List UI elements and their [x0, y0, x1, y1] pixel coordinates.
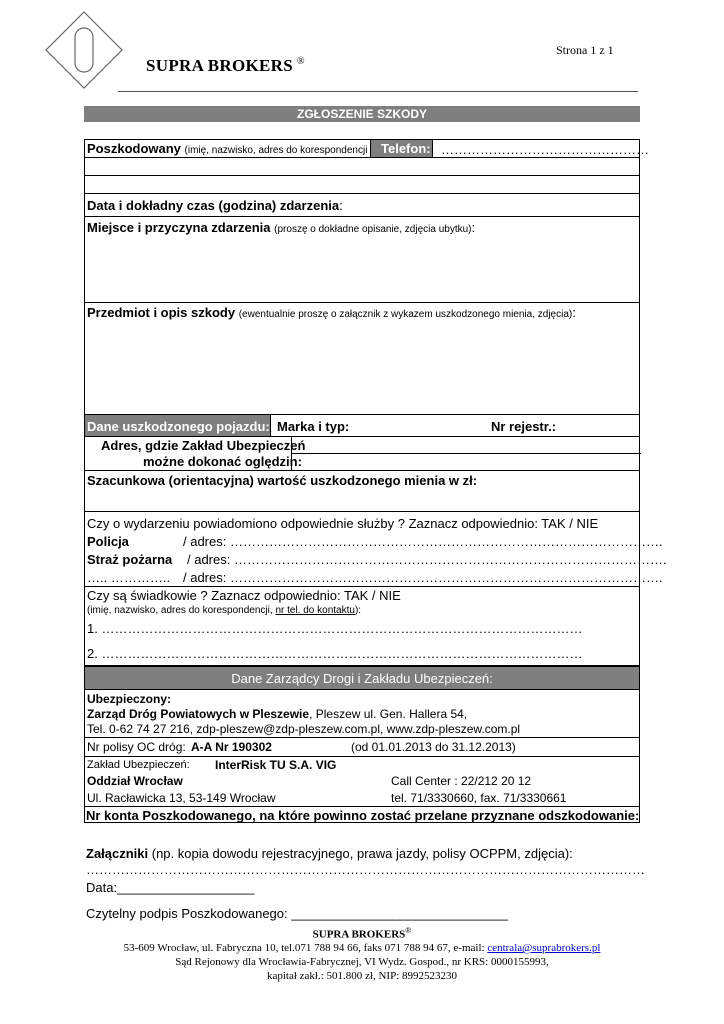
- insured-label: Ubezpieczony:: [87, 692, 172, 706]
- footer-capital-info: kapitał zakł.: 501.800 zł, NIP: 8992523230: [266, 970, 458, 982]
- damage-description-field[interactable]: [85, 322, 639, 414]
- footer-court-info: Sąd Rejonowy dla Wrocławia-Fabrycznej, VI Wydz. Gospod., nr KRS: 0000155993,: [175, 956, 549, 968]
- attachments-field[interactable]: …………………………………………………………………………………………………………………: [86, 862, 645, 877]
- insurer-name: InterRisk TU S.A. VIG: [215, 758, 337, 772]
- services-question: Czy o wydarzeniu powiadomiono odpowiednie służby ? Zaznacz odpowiednio: TAK / NIE: [87, 516, 599, 531]
- form-title: ZGŁOSZENIE SZKODY: [84, 106, 640, 122]
- estimated-value-label: Szacunkowa (orientacyjna) wartość uszkodzonego mienia w zł:: [87, 473, 478, 488]
- inspection-address-field[interactable]: [292, 437, 639, 469]
- policy-label: Nr polisy OC dróg:: [87, 740, 186, 754]
- phone-field[interactable]: …………………………………………: [441, 142, 649, 157]
- footer-address: 53-609 Wrocław, ul. Fabryczna 10, tel.071 788 94 66, faks 071 788 94 67, e-mail: centrala@suprabrokers.pl: [123, 942, 601, 954]
- brand-name: SUPRA BROKERS ®: [146, 56, 305, 75]
- make-type-label: Marka i typ:: [277, 419, 350, 434]
- injured-party-label: Poszkodowany (imię, nazwisko, adres do korespondencji: [87, 141, 368, 156]
- policy-period: (od 01.01.2013 do 31.12.2013): [351, 740, 516, 754]
- company-logo: [44, 10, 124, 90]
- insured-contact: Tel. 0-62 74 27 216, zdp-pleszew@zdp-pleszew.com.pl, www.zdp-pleszew.com.pl: [87, 722, 521, 736]
- fire-brigade-row: Straż pożarna / adres: ……………………………………………………………………………………….: [87, 552, 667, 567]
- footer-email-link[interactable]: centrala@suprabrokers.pl: [487, 942, 601, 954]
- phone-label: Telefon:: [381, 141, 431, 156]
- date-field[interactable]: Data:___________________: [86, 880, 255, 895]
- place-cause-label: Miejsce i przyczyna zdarzenia (proszę o dokładne opisanie, zdjęcia ubytku):: [87, 220, 476, 235]
- place-cause-field[interactable]: [85, 237, 639, 302]
- vehicle-data-label: Dane uszkodzonego pojazdu:: [87, 419, 270, 434]
- branch-name: Oddział Wrocław: [87, 774, 183, 788]
- claim-form: [84, 139, 667, 666]
- witnesses-question: Czy są świadkowie ? Zaznacz odpowiednio: TAK / NIE: [87, 588, 401, 603]
- inspection-address-label-2: możne dokonać oględzin:: [143, 454, 302, 469]
- insurer-label: Zakład Ubezpieczeń:: [87, 759, 190, 771]
- injured-address-line-2[interactable]: [85, 176, 639, 193]
- attachments-line: Załączniki (np. kopia dowodu rejestracyjnego, prawa jazdy, polisy OCPPM, zdjęcia):: [86, 846, 573, 861]
- damage-description-label: Przedmiot i opis szkody (ewentualnie proszę o załącznik z wykazem uszkodzonego mienia, zdjęcia):: [87, 305, 576, 320]
- header-divider: [118, 91, 638, 92]
- inspection-address-label-1: Adres, gdzie Zakład Ubezpieczeń: [101, 438, 306, 453]
- injured-address-line-1[interactable]: [85, 158, 639, 175]
- branch-phone: tel. 71/3330660, fax. 71/3330661: [391, 791, 567, 805]
- signature-field[interactable]: Czytelny podpis Poszkodowanego: ______________________________: [86, 906, 509, 921]
- call-center: Call Center : 22/212 20 12: [391, 774, 532, 788]
- page-number: Strona 1 z 1: [556, 43, 614, 57]
- account-number-label: Nr konta Poszkodowanego, na które powinno zostać przelane przyznane odszkodowanie:: [86, 808, 640, 823]
- other-service-row: ….. ………….. / adres: ……………………………………………………………………………………….: [87, 570, 663, 585]
- manager-section-title: Dane Zarządcy Drogi i Zakładu Ubezpieczeń:: [84, 666, 640, 690]
- estimated-value-field[interactable]: [85, 490, 639, 511]
- police-row: Policja / adres: ……………………………………………………………………………………….: [87, 534, 663, 549]
- manager-insurer-box: [84, 690, 640, 823]
- witness-1-field[interactable]: 1. …………………………………………………………………………………………………: [87, 621, 583, 636]
- witnesses-hint: (imię, nazwisko, adres do korespondencji, nr tel. do kontaktu):: [87, 605, 362, 616]
- branch-address: Ul. Racławicka 13, 53-149 Wrocław: [87, 791, 276, 805]
- datetime-label: Data i dokładny czas (godzina) zdarzenia:: [87, 198, 343, 213]
- footer-brand: SUPRA BROKERS®: [312, 926, 412, 941]
- insured-name-line: Zarząd Dróg Powiatowych w Pleszewie, Pleszew ul. Gen. Hallera 54,: [87, 707, 468, 721]
- witness-2-field[interactable]: 2. …………………………………………………………………………………………………: [87, 646, 583, 661]
- registration-label: Nr rejestr.:: [491, 419, 557, 434]
- policy-number: A-A Nr 190302: [191, 740, 272, 754]
